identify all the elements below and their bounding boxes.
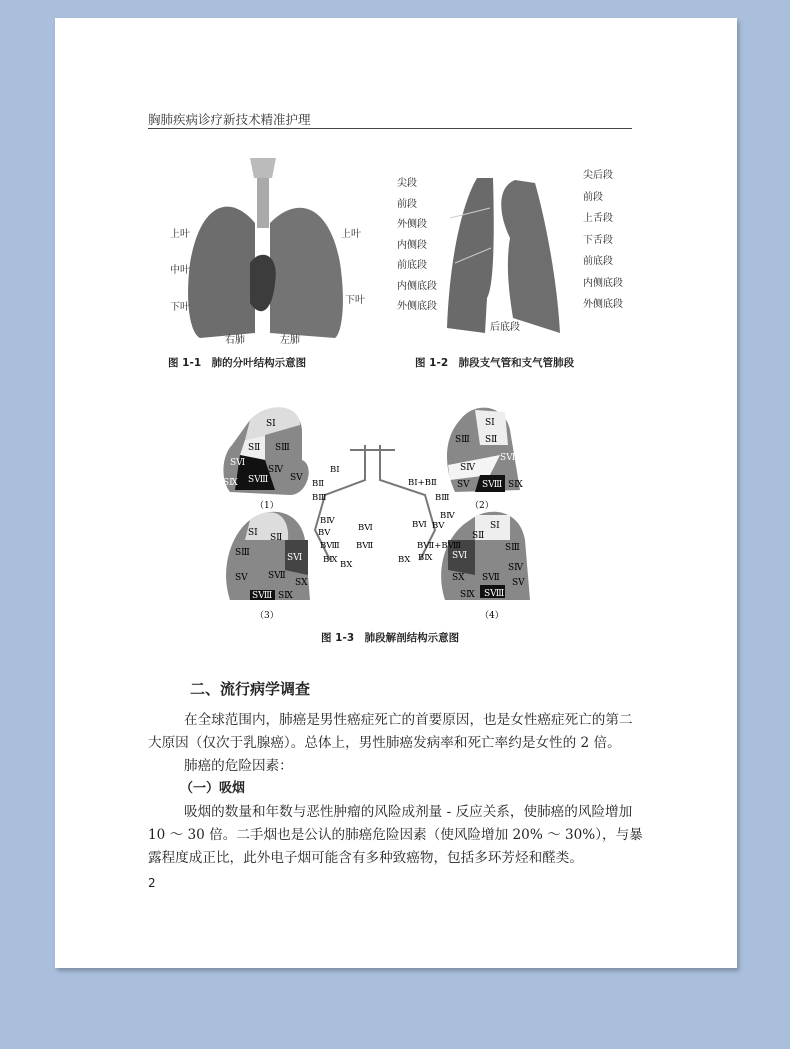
bronchus-label: BⅦ+BⅧ (417, 541, 461, 551)
label-posterior-basal: 后底段 (490, 322, 520, 333)
panel-1 (223, 407, 309, 511)
label-lateral: 外侧段 (397, 219, 427, 230)
label-medial: 内侧段 (397, 239, 427, 251)
bronchus-label: BⅨ (418, 553, 433, 563)
seg-label: SⅥ (230, 458, 246, 468)
label-lateral-basal: 外侧底段 (397, 301, 437, 312)
label-left-lung: 左肺 (280, 335, 300, 346)
page-number: 2 (148, 876, 156, 890)
bronchus-label: BⅠ (330, 465, 340, 475)
label-left-lower-lobe: 下叶 (345, 295, 365, 306)
seg-label: SⅧ (484, 589, 505, 599)
paragraph-line: 10 ～ 30 倍。二手烟也是公认的肺癌危险因素（使风险增加 20% ～ 30%），与暴 (148, 827, 643, 843)
label-right-lower-lobe: 下叶 (170, 302, 190, 313)
bronchus-label: BⅥ (412, 520, 427, 530)
panel-label: （3） (255, 611, 279, 621)
label-anterior-basal: 前底段 (397, 260, 427, 271)
bronchus-label: BⅣ (320, 516, 335, 526)
bronchus-label: BⅨ (323, 555, 338, 565)
label-right-upper-lobe: 上叶 (170, 229, 190, 240)
seg-label: SⅨ (223, 478, 238, 488)
bronchus-label: BⅩ (398, 555, 411, 565)
seg-label: SⅠ (248, 528, 258, 538)
seg-label: SⅢ (235, 548, 250, 558)
seg-label: SⅨ (460, 590, 475, 600)
bronchus-label: BⅧ (320, 541, 340, 551)
seg-label: SⅠ (266, 419, 276, 429)
label-anterior: 前段 (397, 198, 417, 210)
seg-label: SⅡ (248, 443, 261, 453)
figure-1-3-caption: 图 1-3 肺段解剖结构示意图 (321, 632, 460, 644)
seg-label: SⅧ (252, 591, 273, 601)
seg-label: SⅣ (268, 465, 284, 475)
fig2-left-labels (397, 174, 437, 318)
seg-label: SⅣ (460, 463, 476, 473)
label-apicoposterior: 尖后段 (583, 170, 613, 181)
bronchus-label: BⅠ+BⅡ (408, 478, 437, 488)
paragraph-line: 露程度成正比，此外电子烟可能含有多种致癌物，包括多环芳烃和醛类。 (148, 850, 583, 866)
label-left-upper-lobe: 上叶 (341, 229, 361, 240)
figure-1-2-caption: 图 1-2 肺段支气管和支气管肺段 (415, 357, 575, 369)
label-inferior-lingular: 下舌段 (583, 234, 613, 246)
panel-label: （2） (470, 501, 494, 511)
seg-label: SⅦ (482, 573, 500, 583)
seg-label: SⅩ (452, 573, 465, 583)
book-page (55, 18, 737, 968)
seg-label: SⅥ (287, 553, 303, 563)
seg-label: SⅤ (235, 573, 248, 583)
section-heading: 二、流行病学调查 (190, 680, 311, 698)
seg-label: SⅦ (268, 571, 286, 581)
bronchus-label: BⅤ (432, 521, 445, 531)
bronchopulmonary-segments-illustration (425, 168, 585, 338)
seg-label: SⅤ (457, 480, 470, 490)
seg-label: SⅥ (500, 453, 516, 463)
label-anterior-left: 前段 (583, 191, 603, 203)
paragraph-line: 在全球范围内，肺癌是男性癌症死亡的首要原因，也是女性癌症死亡的第二 (184, 712, 633, 728)
running-header: 胸肺疾病诊疗新技术精准护理 (148, 112, 311, 127)
seg-label: SⅧ (482, 480, 503, 490)
bronchus-label: BⅢ (312, 493, 327, 503)
label-apical: 尖段 (397, 178, 417, 189)
header-rule (148, 128, 632, 129)
paragraph-line: 吸烟的数量和年数与恶性肿瘤的风险成剂量 - 反应关系，使肺癌的风险增加 (184, 804, 633, 820)
bronchus-label: BⅩ (340, 560, 353, 570)
bronchus-label: BⅡ (312, 479, 325, 489)
bronchus-label: BⅦ (356, 541, 374, 551)
lung-segment-anatomy-diagram (220, 400, 550, 625)
seg-label: SⅡ (270, 533, 283, 543)
panel-label: （1） (255, 501, 279, 511)
label-anterior-basal-left: 前底段 (583, 256, 613, 267)
label-right-middle-lobe: 中叶 (170, 265, 190, 276)
seg-label: SⅥ (452, 551, 468, 561)
label-medial-basal-left: 内侧底段 (583, 277, 623, 289)
seg-label: SⅡ (472, 531, 485, 541)
seg-label: SⅤ (290, 473, 303, 483)
label-superior-lingular: 上舌段 (583, 213, 613, 224)
panel-3 (226, 512, 310, 621)
paragraph-line: 大原因（仅次于乳腺癌）。总体上，男性肺癌发病率和死亡率约是女性的 2 倍。 (148, 735, 621, 751)
seg-label: SⅨ (508, 480, 523, 490)
seg-label: SⅤ (512, 578, 525, 588)
seg-label: SⅢ (275, 443, 290, 453)
seg-label: SⅢ (455, 435, 470, 445)
bronchus-label: BⅤ (318, 528, 331, 538)
label-medial-basal: 内侧底段 (397, 280, 437, 292)
bronchus-label: BⅢ (435, 493, 450, 503)
bronchus-label: BⅣ (440, 511, 455, 521)
panel-label: （4） (480, 611, 504, 621)
subsection-heading: （一）吸烟 (180, 781, 246, 796)
label-lateral-basal-left: 外侧底段 (583, 299, 623, 310)
seg-label: SⅩ (295, 578, 308, 588)
panel-4 (441, 512, 530, 621)
paragraph-line: 肺癌的危险因素： (184, 758, 293, 774)
fig2-right-labels (583, 165, 623, 316)
label-right-lung: 右肺 (225, 335, 245, 346)
seg-label: SⅡ (485, 435, 498, 445)
lung-lobes-illustration (160, 153, 370, 348)
seg-label: SⅧ (248, 475, 269, 485)
seg-label: SⅣ (508, 563, 524, 573)
seg-label: SⅠ (490, 521, 500, 531)
seg-label: SⅠ (485, 418, 495, 428)
bronchus-label: BⅥ (358, 523, 373, 533)
seg-label: SⅢ (505, 543, 520, 553)
figure-1-1-caption: 图 1-1 肺的分叶结构示意图 (168, 357, 307, 369)
seg-label: SⅨ (278, 591, 293, 601)
bronchial-tree (312, 445, 461, 570)
panel-2 (447, 408, 523, 511)
